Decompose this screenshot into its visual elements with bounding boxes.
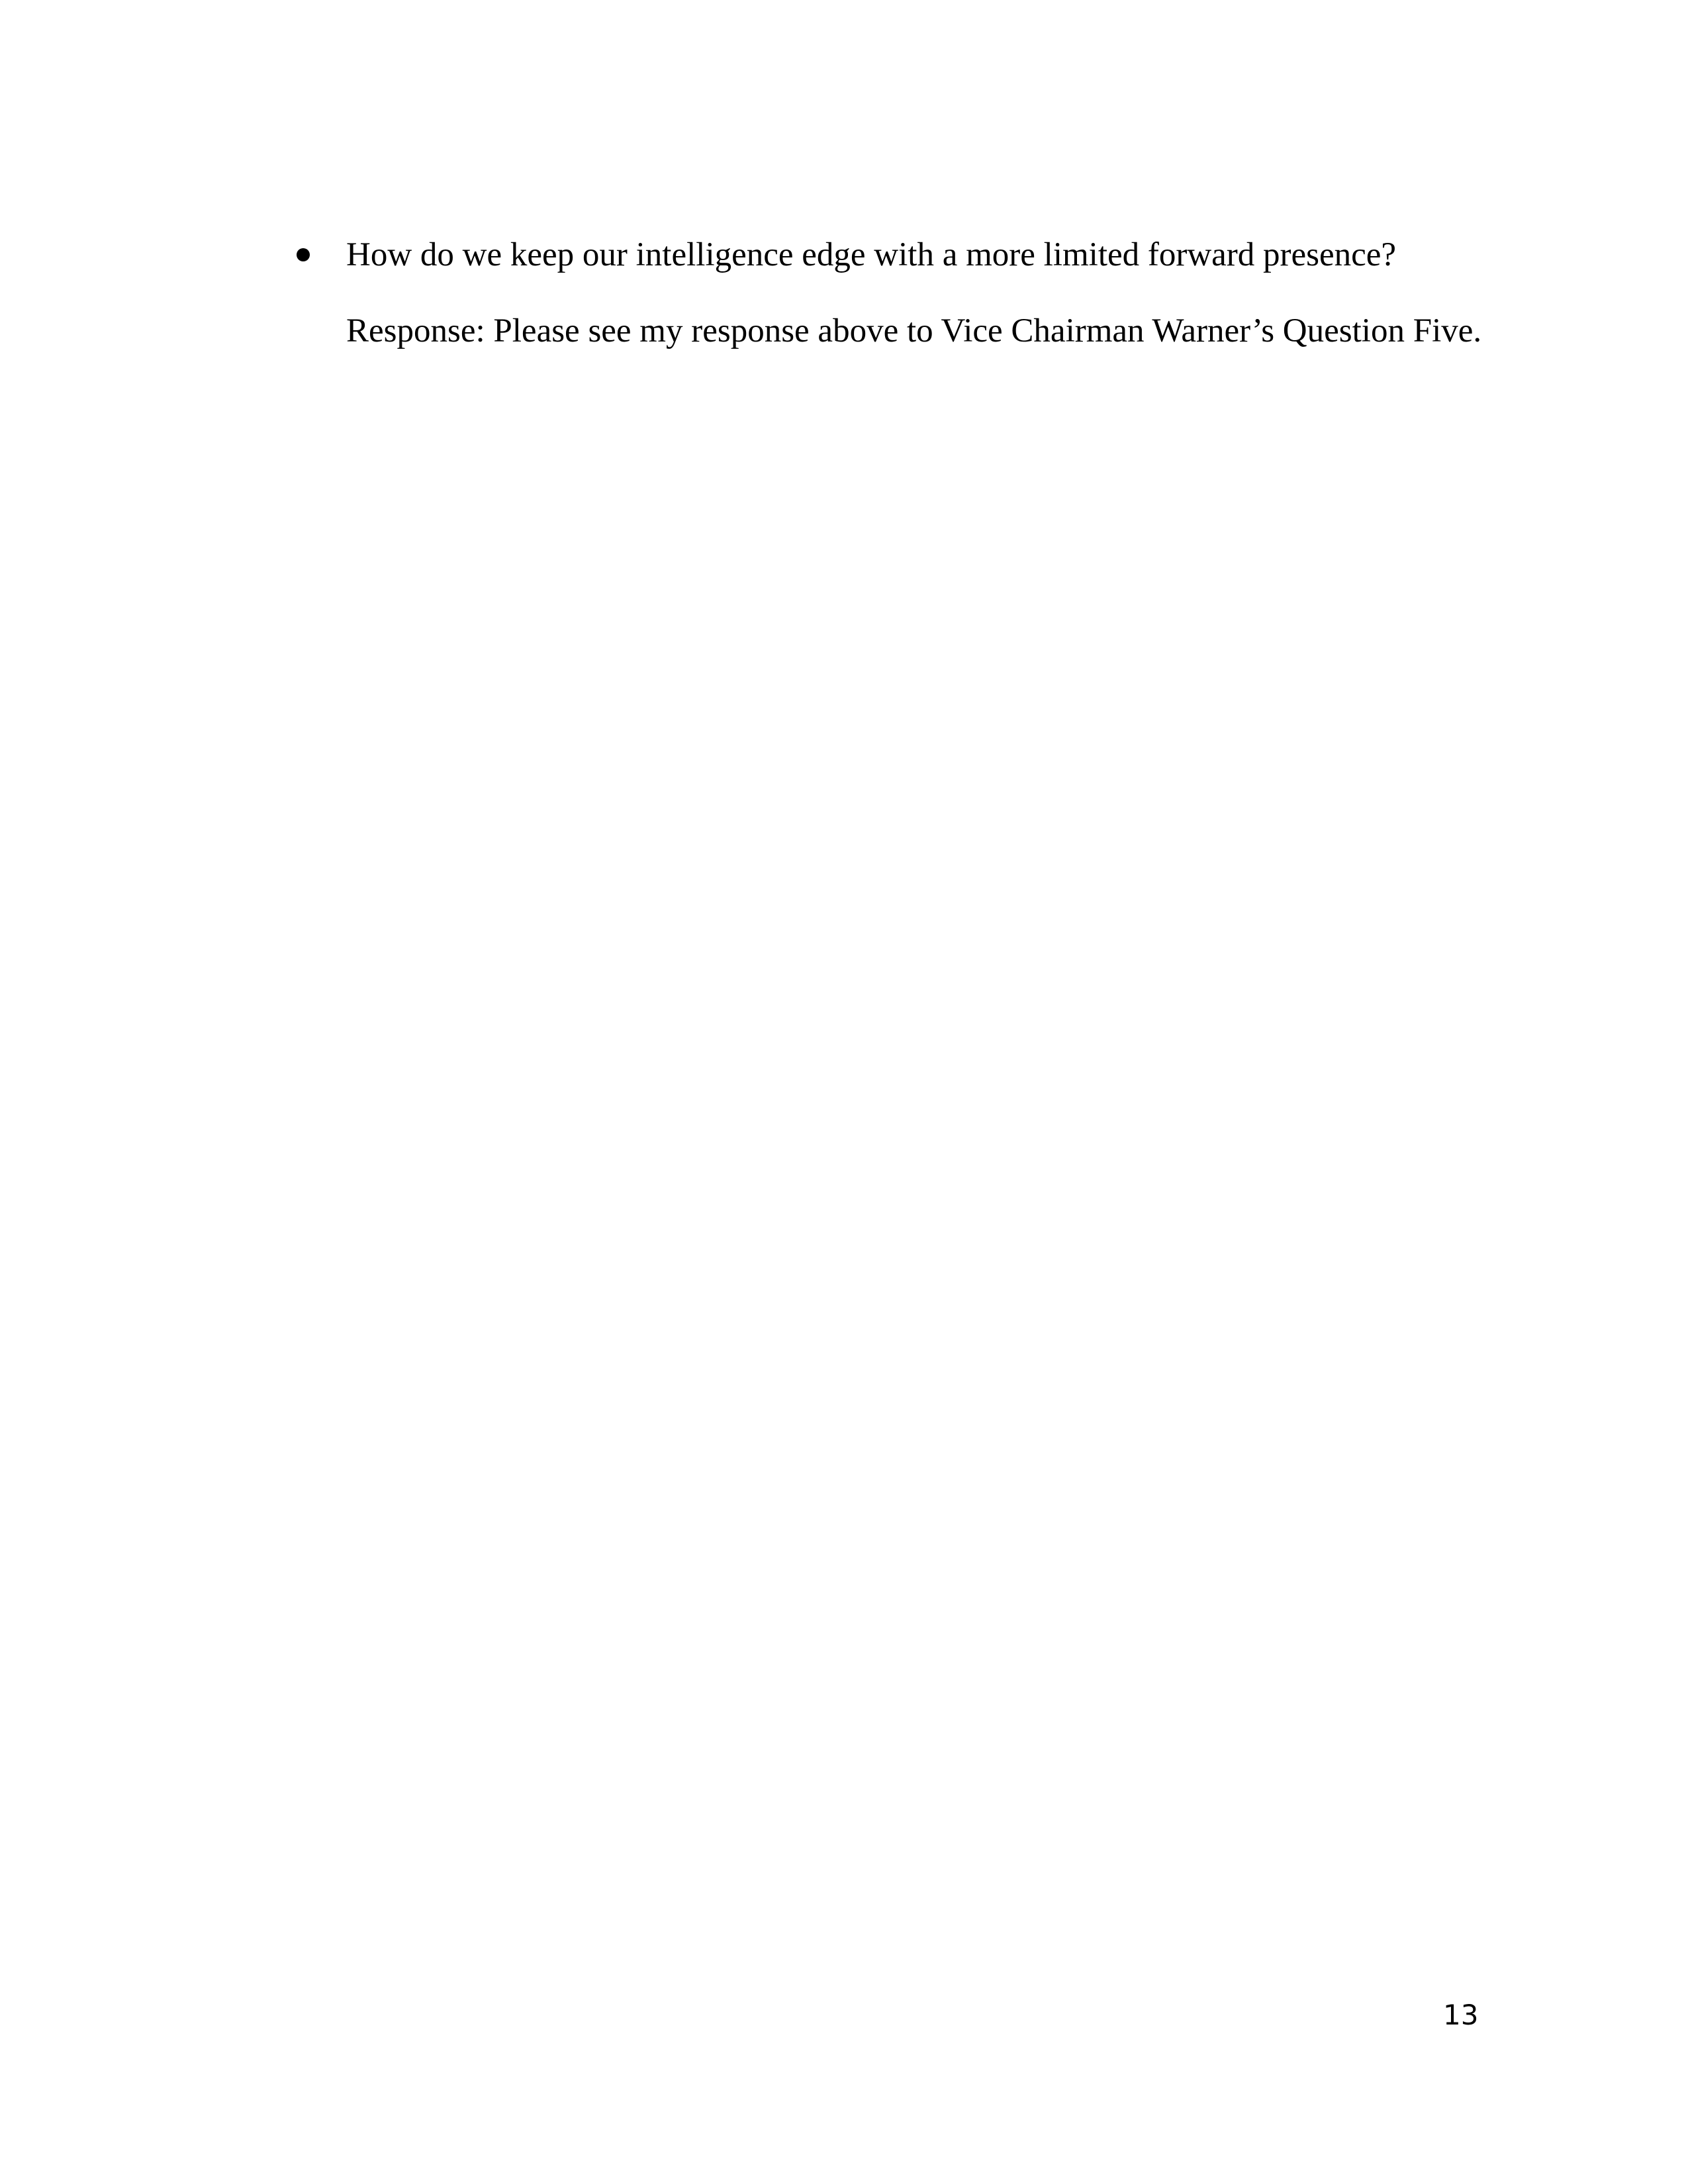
response-text: Response: Please see my response above to Vice Chairman Warner’s Question Five. — [346, 312, 1482, 349]
question-text: How do we keep our intelligence edge with a more limited forward presence? — [346, 236, 1397, 273]
bullet-icon — [297, 248, 310, 261]
page-number: 13 — [1443, 1999, 1479, 2031]
